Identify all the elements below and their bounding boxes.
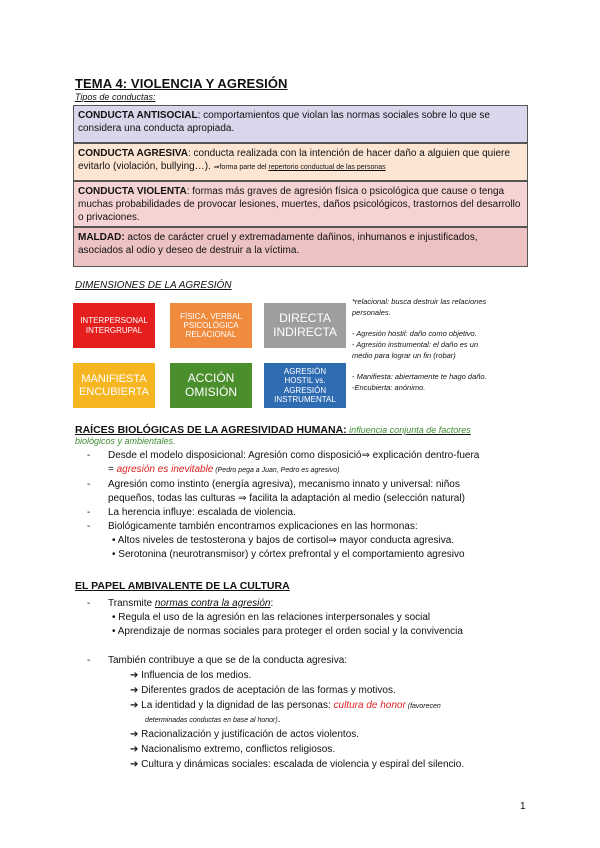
text-prefix: = <box>108 464 117 475</box>
bullet-transmite <box>108 597 273 611</box>
bullet-instinto-cont: pequeños, todas las culturas ⇒ facilita la adaptación al medio (selección natural) <box>108 493 465 504</box>
small-note: determinadas conductas en base al honor) <box>145 717 278 724</box>
arrow-item-cultura: ➔ Cultura y dinámicas sociales: escalada de violencia y espiral del silencio. <box>130 759 465 770</box>
arrow-item-racionalizacion: ➔ Racionalización y justificación de actos violentos. <box>130 729 360 740</box>
dash-bullet: - <box>87 655 91 666</box>
conduct-note <box>214 164 386 171</box>
conduct-text: : conducta realizada con la intención de hacer daño a alguien que quiere evitarlo (violación, bullying…). <box>78 148 510 172</box>
dimensions-title: DIMENSIONES DE LA AGRESIÓN <box>75 280 232 291</box>
arrow-item-medios: ➔ Influencia de los medios. <box>130 670 252 681</box>
bullet-hormonas: Biológicamente también encontramos explicaciones en las hormonas: <box>108 521 418 532</box>
tile-line: INTERPERSONAL <box>80 316 148 326</box>
small-note: (Pedro pega a Juan, Pedro es agresivo) <box>213 467 340 474</box>
page-title: TEMA 4: VIOLENCIA Y AGRESIÓN <box>75 76 288 91</box>
tile-line: OMISIÓN <box>184 384 237 399</box>
tile-line: DIRECTA <box>279 310 331 325</box>
tile-manifiesta <box>73 363 155 408</box>
note-gap <box>352 361 530 371</box>
text-prefix: Transmite <box>108 598 155 609</box>
tile-line: AGRESIÓN INSTRUMENTAL <box>274 385 336 404</box>
dimensions-notes <box>352 296 530 393</box>
bullet-disposicional-cont <box>108 463 339 478</box>
note-gap <box>352 318 530 328</box>
tile-line: ACCIÓN <box>187 370 235 385</box>
conduct-text: : comportamientos que violan las normas sociales sobre lo que se considera una conducta apropiada. <box>78 110 490 134</box>
tile-line: HOSTIL vs. <box>284 376 326 386</box>
bullet-herencia: La herencia influye: escalada de violencia. <box>108 507 296 518</box>
tile-line: ENCUBIERTA <box>79 385 149 398</box>
conduct-note-prefix: ⇒forma parte del <box>213 164 269 171</box>
section-note: influencia conjunta de factores <box>346 425 471 435</box>
dash-bullet: - <box>87 479 91 490</box>
note-line: - Agresión hostil: daño como objetivo. <box>352 329 477 338</box>
text-prefix: ➔ La identidad y la dignidad de las personas: <box>130 700 334 711</box>
dash-bullet: - <box>87 598 91 609</box>
tile-line: INDIRECTA <box>273 324 337 339</box>
tile-line: MANIFIESTA <box>81 372 147 385</box>
tile-accion <box>170 363 252 408</box>
arrow-item-aceptacion: ➔ Diferentes grados de aceptación de las formas y motivos. <box>130 685 396 696</box>
page-number: 1 <box>520 801 526 812</box>
sub-regula: • Regula el uso de la agresión en las relaciones interpersonales y social <box>112 612 431 623</box>
tile-directa <box>264 303 346 348</box>
conduct-note-underlined: repertorio conductual de las personas <box>268 164 386 171</box>
tile-line: INTERGRUPAL <box>85 325 143 335</box>
tile-agresion-hostil <box>264 363 346 408</box>
section-note-cont: biológicos y ambientales. <box>75 436 176 446</box>
conduct-term: CONDUCTA ANTISOCIAL <box>78 110 198 121</box>
conduct-box-violenta <box>73 181 528 227</box>
conduct-box-agresiva <box>73 143 528 181</box>
conduct-box-antisocial <box>73 105 528 143</box>
arrow-item-identidad <box>130 699 441 714</box>
tile-line: AGRESIÓN <box>283 367 327 377</box>
tile-line: RELACIONAL <box>185 330 237 340</box>
dash-bullet: - <box>87 507 91 518</box>
arrow-item-nacionalismo: ➔ Nacionalismo extremo, conflictos religiosos. <box>130 744 336 755</box>
section-title-text: RAÍCES BIOLÓGICAS DE LA AGRESIVIDAD HUMANA: <box>75 424 347 436</box>
arrow-item-identidad-cont <box>145 713 280 728</box>
bullet-contribuye: También contribuye a que se de la conducta agresiva: <box>108 655 348 666</box>
note-line: *relacional: busca destruir las relaciones <box>352 297 487 306</box>
note-line: -Encubierta: anónimo. <box>352 383 426 392</box>
section-title-biological <box>75 424 471 436</box>
conduct-text: actos de carácter cruel y extremadamente dañinos, inhumanos e injustificados, asociados al odio y deseo de destruir a la víctima. <box>78 232 478 256</box>
underlined-text: normas contra la agresión <box>154 598 271 609</box>
text-suffix: : <box>270 598 274 609</box>
sub-serotonina: • Serotonina (neurotransmisor) y córtex prefrontal y el comportamiento agresivo <box>112 549 465 560</box>
bullet-disposicional: Desde el modelo disposicional: Agresión como disposició⇒ explicación dentro-fuera <box>108 450 480 461</box>
conduct-term: MALDAD: <box>78 232 125 243</box>
sub-aprendizaje: • Aprendizaje de normas sociales para proteger el orden social y la convivencia <box>112 626 463 637</box>
conduct-term: CONDUCTA VIOLENTA <box>78 186 187 197</box>
small-note: (favorecen <box>405 703 441 710</box>
highlight-red: agresión es inevitable <box>116 464 214 475</box>
subtitle: Tipos de conductas: <box>75 92 156 102</box>
dash-bullet: - <box>87 450 91 461</box>
dash-bullet: - <box>87 521 91 532</box>
section-title-culture: EL PAPEL AMBIVALENTE DE LA CULTURA <box>75 580 290 592</box>
text-suffix: . <box>277 714 281 725</box>
bullet-instinto: Agresión como instinto (energía agresiva), mecanismo innato y universal: niños <box>108 479 460 490</box>
conduct-box-maldad <box>73 227 528 267</box>
tile-line: FÍSICA, VERBAL <box>180 311 242 321</box>
conduct-term: CONDUCTA AGRESIVA <box>78 148 188 159</box>
conduct-text: : formas más graves de agresión física o psicológica que cause o tenga muchas probabilidades de provocar lesiones, muertes, daños psicológicos, trastornos del desarrollo o privaciones. <box>78 186 521 223</box>
sub-testosterona: • Altos niveles de testosterona y bajos de cortisol⇒ mayor conducta agresiva. <box>112 535 455 546</box>
note-line: personales. <box>352 308 391 317</box>
note-line: medio para lograr un fin (robar) <box>352 351 456 360</box>
highlight-red: cultura de honor <box>333 700 406 711</box>
tile-fisica <box>170 303 252 348</box>
tile-interpersonal <box>73 303 155 348</box>
note-line: - Manifiesta: abiertamente te hago daño. <box>352 372 487 381</box>
note-line: - Agresión instrumental: el daño es un <box>352 340 479 349</box>
tile-line: PSICOLÓGICA <box>183 320 239 330</box>
